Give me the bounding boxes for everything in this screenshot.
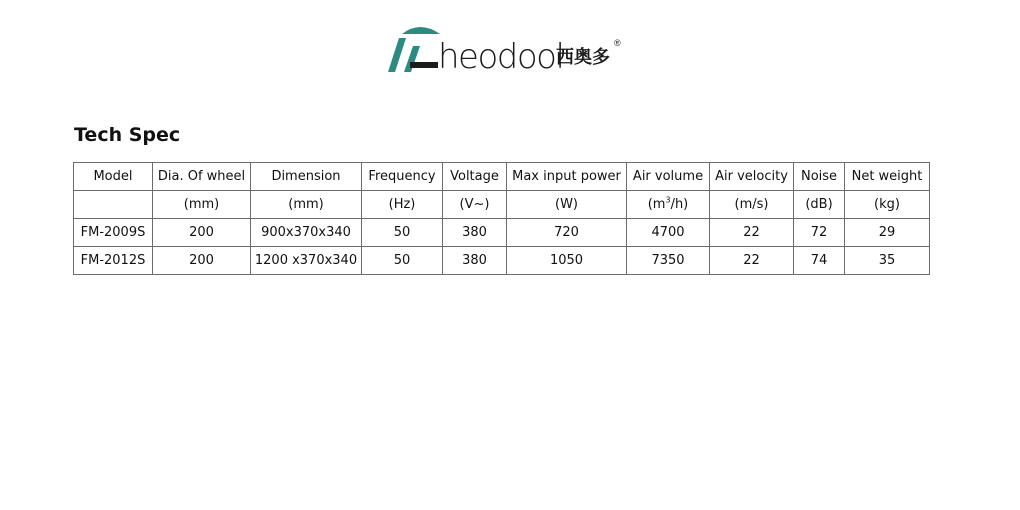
table-cell: 200 <box>153 247 251 275</box>
unit-cell: (dB) <box>794 191 845 219</box>
table-cell: 1050 <box>507 247 627 275</box>
unit-cell-air-volume <box>627 191 710 219</box>
unit-cell <box>74 191 153 219</box>
column-header-air-velocity: Air velocity <box>710 163 794 191</box>
brand-chinese-name: 西奥多 <box>556 47 610 68</box>
unit-cell: (m/s) <box>710 191 794 219</box>
unit-text: /h) <box>670 197 689 212</box>
table-units-row <box>74 191 930 219</box>
table-cell: 4700 <box>627 219 710 247</box>
table-header-row <box>74 163 930 191</box>
unit-text: (m <box>647 197 666 212</box>
registered-mark: ® <box>614 38 621 48</box>
brand-wordmark: heodool <box>438 37 564 77</box>
table-cell: 29 <box>845 219 930 247</box>
table-cell: 50 <box>362 219 443 247</box>
table-cell: 1200 x370x340 <box>251 247 362 275</box>
unit-cell: (kg) <box>845 191 930 219</box>
unit-superscript: 3 <box>665 195 671 205</box>
table-cell: 22 <box>710 219 794 247</box>
section-title: Tech Spec <box>74 124 181 146</box>
table-cell: 380 <box>443 247 507 275</box>
unit-cell: (mm) <box>153 191 251 219</box>
column-header-dimension: Dimension <box>251 163 362 191</box>
table-cell: 35 <box>845 247 930 275</box>
table-cell-model: FM-2012S <box>74 247 153 275</box>
table-cell: 22 <box>710 247 794 275</box>
tech-spec-table <box>73 162 930 275</box>
table-cell: 74 <box>794 247 845 275</box>
column-header-max-input-power: Max input power <box>507 163 627 191</box>
table-cell-model: FM-2009S <box>74 219 153 247</box>
unit-cell: (Hz) <box>362 191 443 219</box>
table-cell: 200 <box>153 219 251 247</box>
table-cell: 50 <box>362 247 443 275</box>
table-cell: 380 <box>443 219 507 247</box>
table-row <box>74 247 930 275</box>
column-header-model: Model <box>74 163 153 191</box>
column-header-noise: Noise <box>794 163 845 191</box>
table-cell: 900x370x340 <box>251 219 362 247</box>
brand-logo <box>380 22 640 78</box>
unit-cell: (mm) <box>251 191 362 219</box>
column-header-wheel-diameter: Dia. Of wheel <box>153 163 251 191</box>
table-row <box>74 219 930 247</box>
column-header-air-volume: Air volume <box>627 163 710 191</box>
table-cell: 720 <box>507 219 627 247</box>
table-cell: 72 <box>794 219 845 247</box>
column-header-frequency: Frequency <box>362 163 443 191</box>
column-header-voltage: Voltage <box>443 163 507 191</box>
unit-cell: (V~) <box>443 191 507 219</box>
unit-cell: (W) <box>507 191 627 219</box>
column-header-net-weight: Net weight <box>845 163 930 191</box>
theodoor-logo-mark-icon <box>380 22 442 78</box>
table-cell: 7350 <box>627 247 710 275</box>
